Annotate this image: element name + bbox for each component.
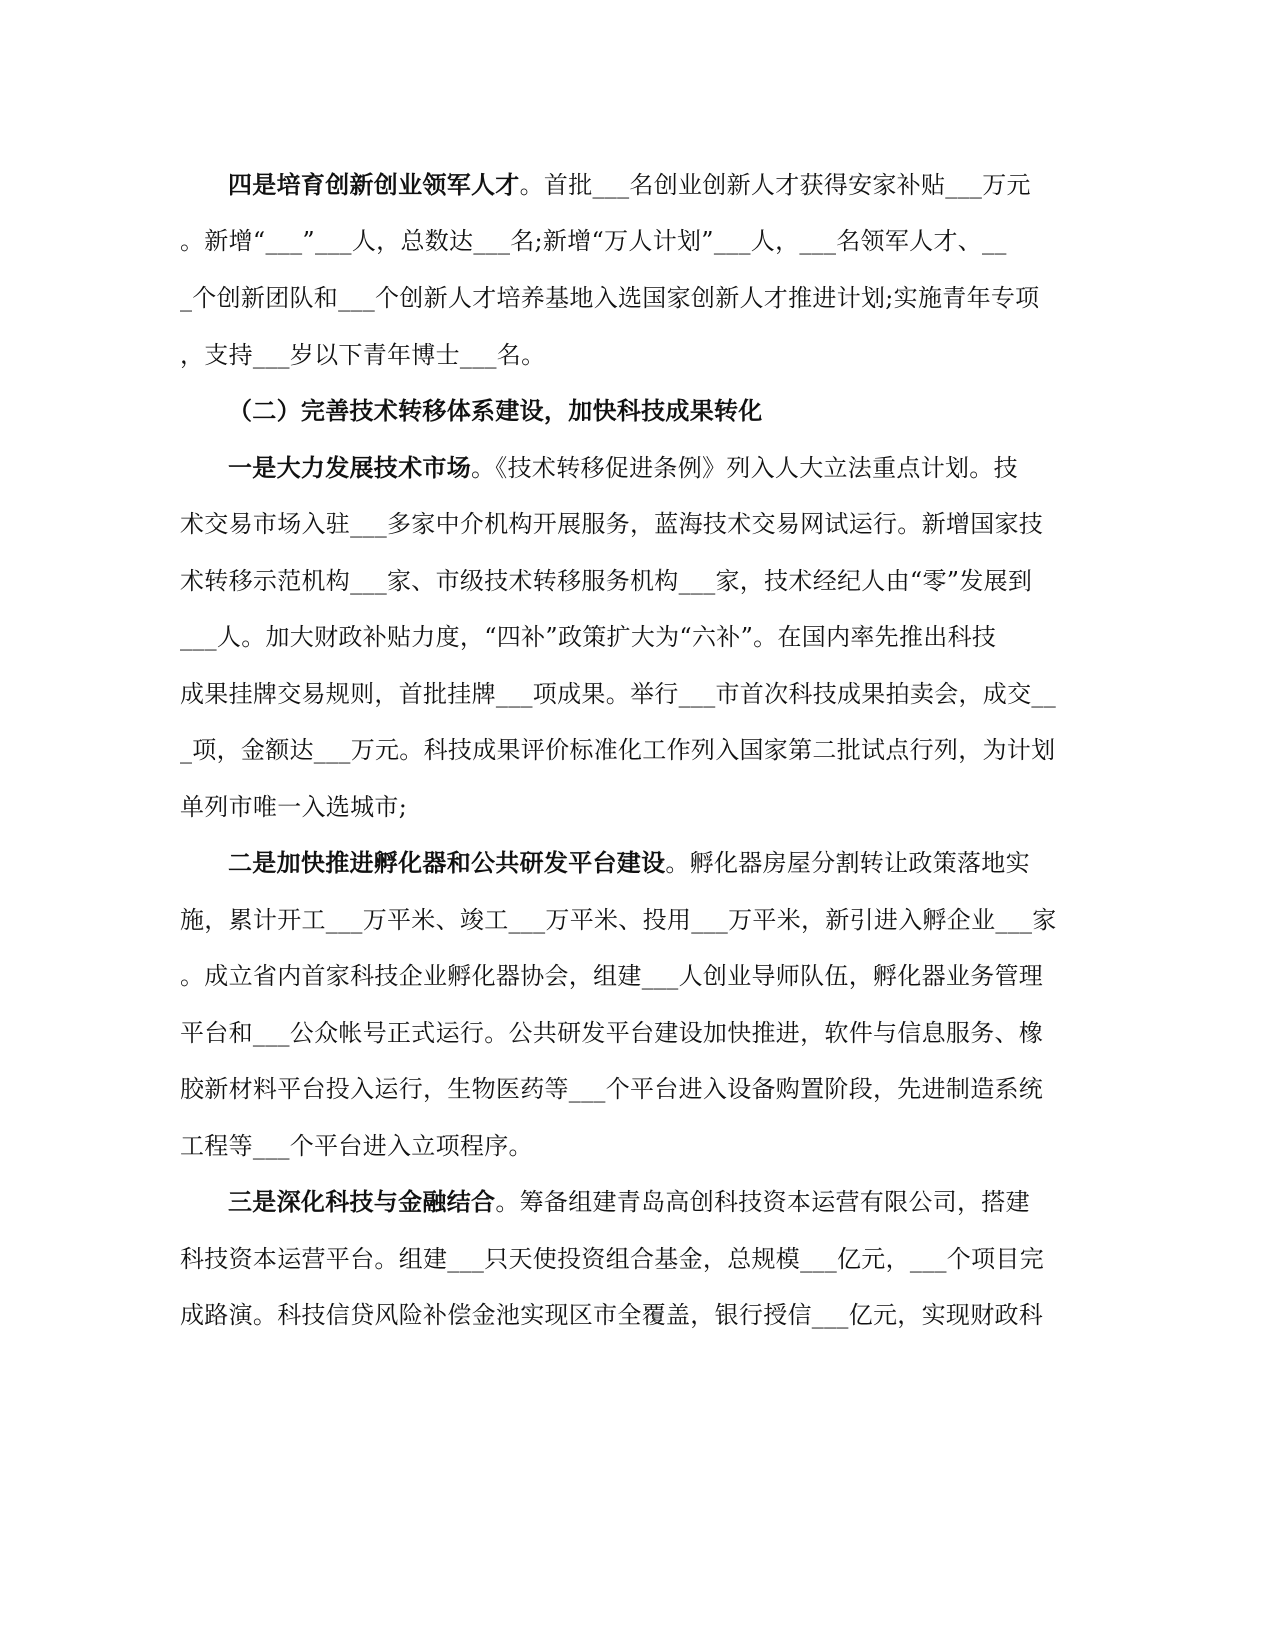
para4-lead: 三是深化科技与金融结合	[228, 1187, 496, 1216]
para3-lead: 二是加快推进孵化器和公共研发平台建设	[228, 848, 666, 877]
para2-line1	[0, 453, 1275, 483]
para3-line3: 。成立省内首家科技企业孵化器协会，组建___人创业导师队伍，孵化器业务管理	[180, 962, 1044, 990]
para2-line6: _项，金额达___万元。科技成果评价标准化工作列入国家第二批试点行列，为计划	[180, 736, 1056, 764]
para3-line2: 施，累计开工___万平米、竣工___万平米、投用___万平米，新引进入孵企业___家	[180, 906, 1057, 934]
para1-line3: _个创新团队和___个创新人才培养基地入选国家创新人才推进计划;实施青年专项	[180, 284, 1040, 312]
para2-line3: 术转移示范机构___家、市级技术转移服务机构___家，技术经纪人由“零”发展到	[180, 567, 1033, 595]
para1-line2: 。新增“___”___人，总数达___名;新增“万人计划”___人，___名领军人才、__	[180, 227, 1007, 255]
para2-lead: 一是大力发展技术市场	[228, 453, 471, 482]
para1-line4: ，支持___岁以下青年博士___名。	[180, 341, 546, 369]
section-heading: （二）完善技术转移体系建设，加快科技成果转化	[228, 396, 763, 425]
para2-line1-text: 。《技术转移促进条例》列入人大立法重点计划。技	[471, 454, 1018, 482]
para1-lead: 四是培育创新创业领军人才	[228, 170, 520, 199]
para3-line4: 平台和___公众帐号正式运行。公共研发平台建设加快推进，软件与信息服务、橡	[180, 1019, 1044, 1047]
para3-line6: 工程等___个平台进入立项程序。	[180, 1132, 533, 1160]
para2-line5: 成果挂牌交易规则，首批挂牌___项成果。举行___市首次科技成果拍卖会，成交__	[180, 680, 1056, 708]
para4-line1	[0, 1187, 1275, 1217]
para3-line1-text: 。孵化器房屋分割转让政策落地实	[665, 849, 1030, 877]
para2-line7: 单列市唯一入选城市;	[180, 793, 408, 821]
para1-line1-text: 。首批___名创业创新人才获得安家补贴___万元	[519, 171, 1031, 199]
para2-line4: ___人。加大财政补贴力度，“四补”政策扩大为“六补”。在国内率先推出科技	[180, 623, 997, 651]
para3-line5: 胶新材料平台投入运行，生物医药等___个平台进入设备购置阶段，先进制造系统	[180, 1075, 1044, 1103]
para4-line2: 科技资本运营平台。组建___只天使投资组合基金，总规模___亿元，___个项目完	[180, 1245, 1044, 1273]
para4-line3: 成路演。科技信贷风险补偿金池实现区市全覆盖，银行授信___亿元，实现财政科	[180, 1301, 1044, 1329]
para2-line2: 术交易市场入驻___多家中介机构开展服务，蓝海技术交易网试运行。新增国家技	[180, 510, 1044, 538]
para4-line1-text: 。筹备组建青岛高创科技资本运营有限公司，搭建	[495, 1188, 1030, 1216]
para1-line1	[0, 170, 1275, 200]
para3-line1	[0, 848, 1275, 878]
